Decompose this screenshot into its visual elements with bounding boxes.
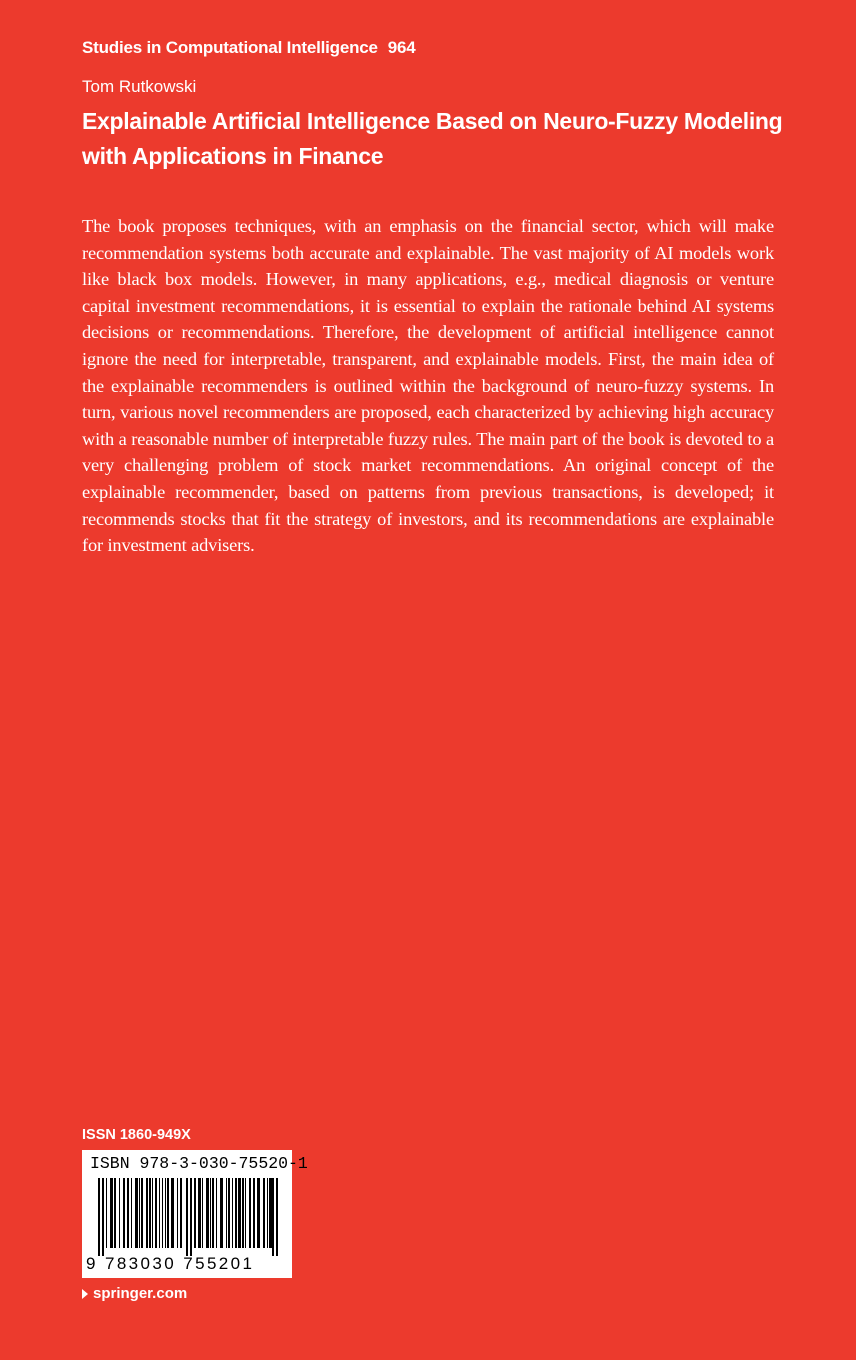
author-name: Tom Rutkowski: [82, 77, 197, 96]
series-number: 964: [387, 38, 416, 57]
barcode-digits: 9 783030 755201: [86, 1254, 255, 1273]
book-title-line-2: with Applications in Finance: [82, 143, 384, 169]
book-title: [82, 104, 802, 174]
isbn-barcode-box: [82, 1150, 308, 1278]
book-description: The book proposes techniques, with an emphasis on the financial sector, which will make recommendation systems both accurate and explainable. The vast majority of AI models work like black box models. However, in many applications, e.g., medical diagnosis or venture capital investment recommendations, it is essential to explain the rationale behind AI systems decisions or recommendations. Therefore, the development of artificial intelligence cannot ignore the need for interpretable, transparent, and explainable models. First, the main idea of the explainable recommenders is outlined within the background of neuro-fuzzy systems. In turn, various novel recommenders are proposed, each characterized by achieving high accuracy with a reasonable number of interpretable fuzzy rules. The main part of the book is devoted to a very challenging problem of stock market recommendations. An original concept of the explainable recommender, based on patterns from previous transactions, is developed; it recommends stocks that fit the strategy of investors, and its recommendations are explainable for investment advisers.: [82, 216, 774, 556]
publisher-link[interactable]: [82, 1285, 187, 1302]
barcode-icon: [98, 1178, 278, 1256]
arrow-right-icon: [82, 1289, 88, 1299]
book-title-line-1: Explainable Artificial Intelligence Based on Neuro-Fuzzy Modeling: [82, 108, 783, 134]
publisher-url: springer.com: [93, 1285, 188, 1302]
series-line: [82, 38, 416, 58]
isbn-label: ISBN 978-3-030-75520-1: [90, 1154, 308, 1173]
series-name: Studies in Computational Intelligence: [82, 38, 378, 57]
issn-label: ISSN 1860-949X: [82, 1127, 191, 1143]
